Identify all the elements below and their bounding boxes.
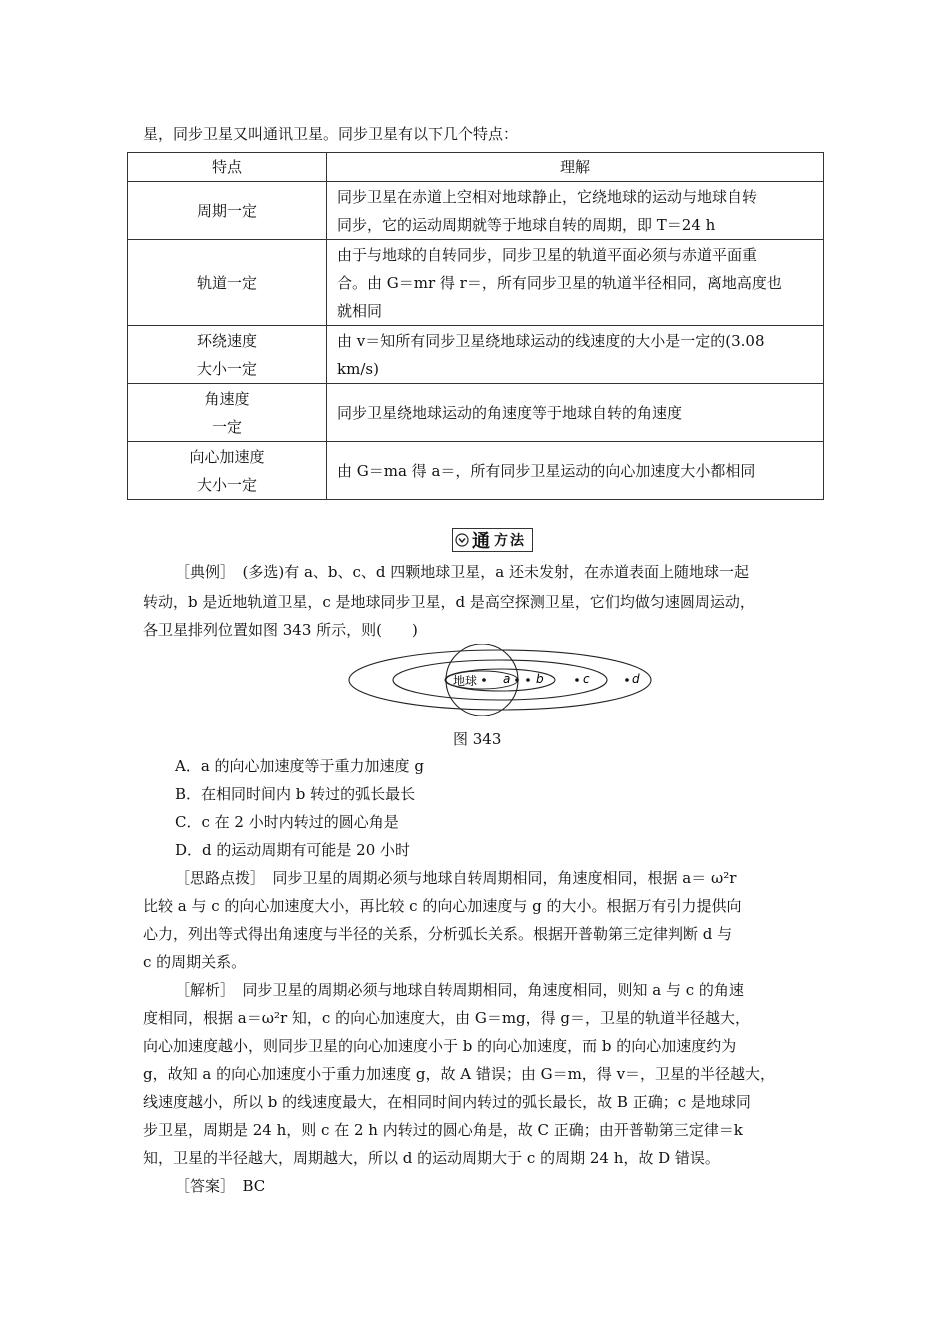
analysis-line: 步卫星，周期是 24 h，则 c 在 2 h 内转过的圆心角是，故 C 正确；由开普勒第三定律＝k: [143, 1121, 743, 1139]
feature-cell: 环绕速度 大小一定: [128, 326, 327, 384]
table-header-row: [128, 153, 824, 182]
analysis-line: ［解析］ 同步卫星的周期必须与地球自转周期相同，角速度相同，则知 a 与 c 的角速: [175, 981, 744, 999]
table-row: [128, 384, 824, 442]
satellite-a: [515, 678, 519, 682]
banner-big-text: 通: [472, 531, 490, 552]
hint-line: c 的周期关系。: [143, 953, 247, 971]
intro-text: 星，同步卫星又叫通讯卫星。同步卫星有以下几个特点：: [143, 125, 519, 143]
header-feature: 特点: [128, 153, 327, 182]
table-row: [128, 240, 824, 326]
orbit-d: [349, 650, 651, 710]
feature-cell: 周期一定: [128, 182, 327, 240]
analysis-line: 线速度越小，所以 b 的线速度最大，在相同时间内转过的弧长最长，故 B 正确；c 是地球同: [143, 1093, 751, 1111]
option-c: C．c 在 2 小时内转过的圆心角是: [175, 813, 399, 831]
satellite-b: [526, 678, 530, 682]
answer-line: ［答案］ BC: [175, 1177, 266, 1195]
desc-cell: 同步卫星在赤道上空相对地球静止，它绕地球的运动与地球自转 同步，它的运动周期就等于地球自转的周期，即 T＝24 h: [327, 182, 824, 240]
example-line: ［典例］ (多选)有 a、b、c、d 四颗地球卫星，a 还未发射，在赤道表面上随地球一起: [175, 563, 750, 581]
analysis-line: 知，卫星的半径越大，周期越大，所以 d 的运动周期大于 c 的周期 24 h，故 D 错误。: [143, 1149, 720, 1167]
option-a: A．a 的向心加速度等于重力加速度 g: [175, 757, 424, 775]
desc-cell: 同步卫星绕地球运动的角速度等于地球自转的角速度: [327, 384, 824, 442]
satellite-d: [625, 678, 629, 682]
features-table: [127, 152, 824, 500]
feature-cell: 角速度 一定: [128, 384, 327, 442]
hint-line: ［思路点拨］ 同步卫星的周期必须与地球自转周期相同，角速度相同，根据 a＝ ω²r: [175, 869, 737, 887]
label-d: d: [632, 672, 640, 686]
earth-label: 地球: [453, 674, 478, 688]
header-understanding: 理解: [327, 153, 824, 182]
analysis-line: 向心加速度越小，则同步卫星的向心加速度小于 b 的向心加速度，而 b 的向心加速度约为: [143, 1037, 737, 1055]
feature-cell: 轨道一定: [128, 240, 327, 326]
label-a: a: [503, 672, 511, 686]
chevron-down-icon: [455, 533, 469, 547]
table-row: [128, 326, 824, 384]
desc-cell: 由于与地球的自转同步，同步卫星的轨道平面必须与赤道平面重 合。由 G＝mr 得 r＝，所有同步卫星的轨道半径相同，离地高度也 就相同: [327, 240, 824, 326]
feature-cell: 向心加速度 大小一定: [128, 442, 327, 500]
analysis-line: g，故知 a 的向心加速度小于重力加速度 g，故 A 错误；由 G＝m，得 v＝，卫星的半径越大，: [143, 1065, 776, 1083]
hint-line: 心力，列出等式得出角速度与半径的关系，分析弧长关系。根据开普勒第三定律判断 d 与: [143, 925, 733, 943]
orbit-c: [393, 660, 607, 700]
orbit-figure: [345, 644, 665, 716]
example-line: 各卫星排列位置如图 343 所示，则( ): [143, 621, 418, 639]
option-d: D．d 的运动周期有可能是 20 小时: [175, 841, 411, 859]
desc-cell: 由 v＝知所有同步卫星绕地球运动的线速度的大小是一定的(3.08 km/s): [327, 326, 824, 384]
option-b: B．在相同时间内 b 转过的弧长最长: [175, 785, 416, 803]
earth-center-dot: [482, 678, 486, 682]
hint-line: 比较 a 与 c 的向心加速度大小，再比较 c 的向心加速度与 g 的大小。根据万有引力提供向: [143, 897, 742, 915]
desc-cell: 由 G＝ma 得 a＝，所有同步卫星运动的向心加速度大小都相同: [327, 442, 824, 500]
method-banner: [452, 528, 533, 552]
label-c: c: [583, 672, 590, 686]
satellite-c: [575, 678, 579, 682]
analysis-line: 度相同，根据 a＝ω²r 知，c 的向心加速度大，由 G＝mg，得 g＝，卫星的轨道半径越大，: [143, 1009, 751, 1027]
table-row: [128, 182, 824, 240]
banner-small-text: 方法: [494, 533, 526, 549]
figure-caption: 图 343: [453, 730, 502, 748]
table-row: [128, 442, 824, 500]
example-line: 转动，b 是近地轨道卫星，c 是地球同步卫星，d 是高空探测卫星，它们均做匀速圆周运动，: [143, 593, 755, 611]
label-b: b: [536, 672, 544, 686]
